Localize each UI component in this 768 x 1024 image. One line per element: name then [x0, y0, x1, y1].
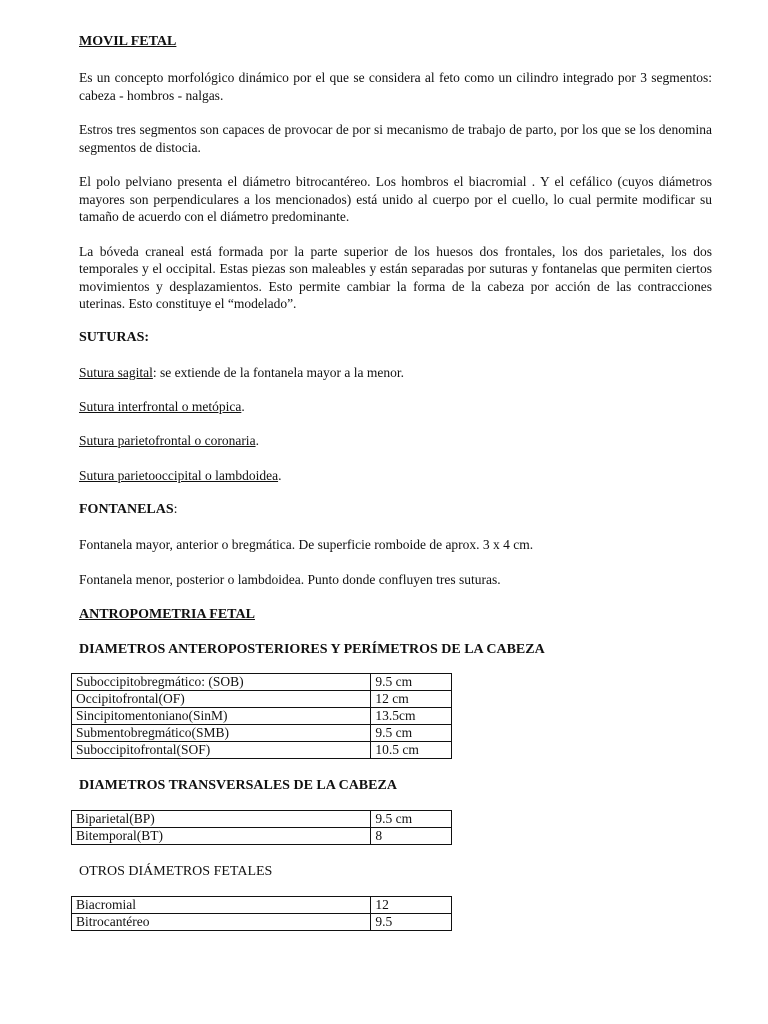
table-row — [72, 673, 452, 690]
table-cell-name: Biparietal(BP) — [72, 810, 371, 827]
table-cell-name: Submentobregmático(SMB) — [72, 724, 371, 741]
table-cell-name: Bitrocantéreo — [72, 913, 371, 930]
sutura-item — [79, 467, 712, 485]
sutura-term: Sutura sagital — [79, 364, 153, 380]
sutura-desc: . — [255, 432, 259, 448]
sutura-item — [79, 432, 712, 450]
table-cell-value: 9.5 — [371, 913, 452, 930]
table-cell-value: 9.5 cm — [371, 673, 452, 690]
diametros-transversales-table — [71, 810, 452, 845]
table-cell-name: Occipitofrontal(OF) — [72, 690, 371, 707]
table-cell-name: Bitemporal(BT) — [72, 827, 371, 844]
sutura-item — [79, 398, 712, 416]
table-cell-value: 10.5 cm — [371, 741, 452, 758]
table-cell-value: 12 cm — [371, 690, 452, 707]
table-row — [72, 707, 452, 724]
table-cell-name: Biacromial — [72, 896, 371, 913]
table-row — [72, 724, 452, 741]
paragraph-polo: El polo pelviano presenta el diámetro bitrocantéreo. Los hombros el biacromial . Y el cefálico (cuyos diámetros mayores son perpendiculares a los mencionados) está unido al cuerpo por el cuello, lo cual permite modificar su tamaño de acuerdo con el diámetro predominante. — [79, 174, 712, 224]
sutura-desc: : se extiende de la fontanela mayor a la menor. — [152, 364, 405, 380]
suturas-heading: SUTURAS: — [79, 329, 150, 345]
table-row — [72, 913, 452, 930]
table-cell-name: Suboccipitofrontal(SOF) — [72, 741, 371, 758]
table-row — [72, 827, 452, 844]
fontanelas-heading-colon: : — [173, 501, 178, 517]
table3-heading: OTROS DIÁMETROS FETALES — [79, 863, 273, 879]
table-cell-value: 12 — [371, 896, 452, 913]
document-title: MOVIL FETAL — [79, 34, 177, 49]
fontanelas-heading — [79, 501, 712, 519]
table2-heading: DIAMETROS TRANSVERSALES DE LA CABEZA — [79, 777, 397, 793]
table-cell-name: Sincipitomentoniano(SinM) — [72, 707, 371, 724]
sutura-term: Sutura interfrontal o metópica — [79, 398, 242, 414]
fontanela-item: Fontanela menor, posterior o lambdoidea. Punto donde confluyen tres suturas. — [79, 571, 501, 587]
table1-heading: DIAMETROS ANTEROPOSTERIORES Y PERÍMETROS DE LA CABEZA — [79, 641, 545, 657]
sutura-item — [79, 364, 712, 382]
table-cell-value: 13.5cm — [371, 707, 452, 724]
sutura-desc: . — [278, 467, 282, 483]
sutura-desc: . — [241, 398, 245, 414]
table-row — [72, 896, 452, 913]
table-row — [72, 690, 452, 707]
table-cell-name: Suboccipitobregmático: (SOB) — [72, 673, 371, 690]
otros-diametros-table — [71, 896, 452, 931]
paragraph-segmentos: Estros tres segmentos son capaces de provocar de por si mecanismo de trabajo de parto, por los que se los denomina segmentos de distocia. — [79, 122, 712, 155]
table-cell-value: 9.5 cm — [371, 810, 452, 827]
table-cell-value: 9.5 cm — [371, 724, 452, 741]
sutura-term: Sutura parietofrontal o coronaria — [79, 432, 256, 448]
table-row — [72, 810, 452, 827]
paragraph-intro: Es un concepto morfológico dinámico por el que se considera al feto como un cilindro integrado por 3 segmentos: cabeza - hombros - nalgas. — [79, 70, 712, 103]
table-row — [72, 741, 452, 758]
sutura-term: Sutura parietooccipital o lambdoidea — [79, 467, 279, 483]
diametros-anteroposteriores-table — [71, 673, 452, 759]
document-page — [76, 33, 712, 931]
fontanela-item: Fontanela mayor, anterior o bregmática. De superficie romboide de aprox. 3 x 4 cm. — [79, 536, 534, 552]
table-cell-value: 8 — [371, 827, 452, 844]
fontanelas-heading-text: FONTANELAS — [79, 501, 174, 517]
antropometria-heading: ANTROPOMETRIA FETAL — [79, 606, 255, 622]
paragraph-boveda: La bóveda craneal está formada por la parte superior de los huesos dos frontales, los dos parietales, los dos temporales y el occipital. Estas piezas son maleables y están separadas por suturas y fontanelas que permiten ciertos movimientos y desplazamientos. Esto permite cambiar la forma de la cabeza por acción de las contracciones uterinas. Esto constituye el “modelado”. — [79, 243, 712, 311]
